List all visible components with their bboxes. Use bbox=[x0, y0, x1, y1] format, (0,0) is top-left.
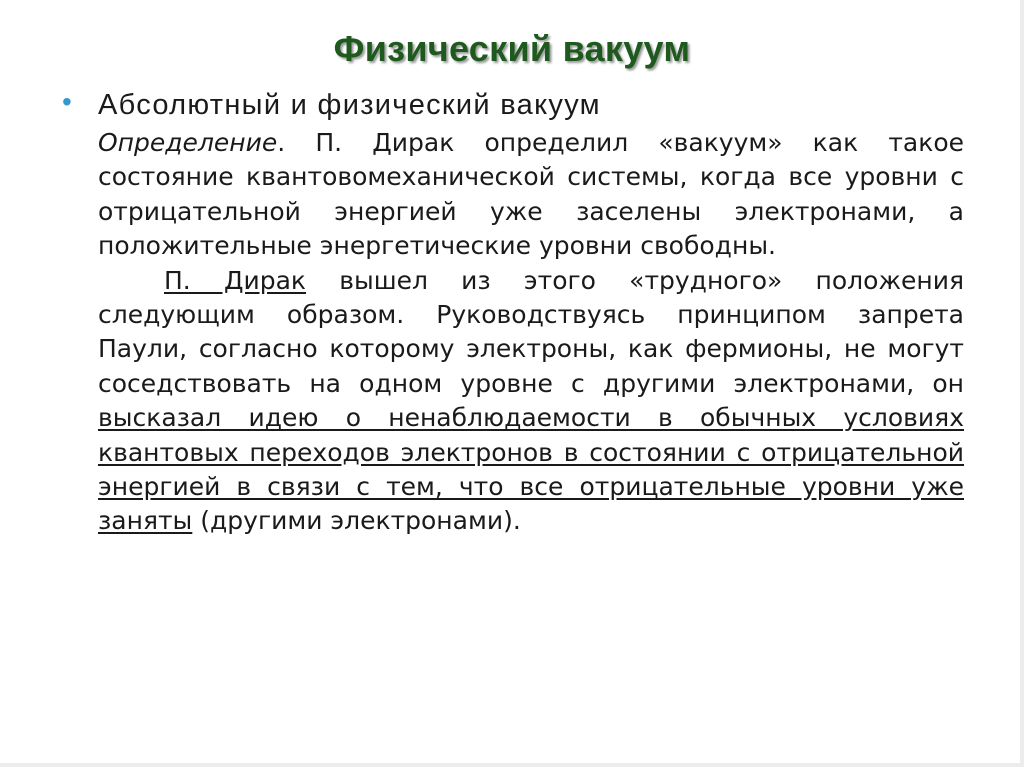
dirac-text-a: вышел из этого «трудного» положения следующим образом. Руководствуясь принципом запрета Паули, согласно которому электроны, как фермионы, не могут соседствовать на одном уровне с другими электронами, он bbox=[98, 265, 964, 398]
slide-body bbox=[98, 126, 964, 539]
definition-text: . П. Дирак определил «вакуум» как такое состояние квантовомеханической системы, когда все уровни с отрицательной энергией уже заселены электронами, а положительные энергетические уровни свободны. bbox=[98, 128, 964, 261]
dirac-paragraph bbox=[98, 264, 964, 539]
bullet-dot-icon: • bbox=[62, 86, 72, 117]
slide-title: Физический вакуум bbox=[333, 28, 691, 69]
dirac-idea: высказал идею о ненаблюдаемости в обычных условиях квантовых переходов электронов в состоянии с отрицательной энергией в связи с тем, что все отрицательные уровни уже заняты bbox=[98, 403, 964, 536]
dirac-name: П. Дирак bbox=[164, 265, 307, 295]
dirac-text-b: (другими электронами). bbox=[192, 506, 521, 536]
definition-label: Определение bbox=[98, 128, 278, 157]
definition-paragraph bbox=[98, 126, 964, 264]
bullet-heading: Абсолютный и физический вакуум bbox=[98, 89, 601, 121]
